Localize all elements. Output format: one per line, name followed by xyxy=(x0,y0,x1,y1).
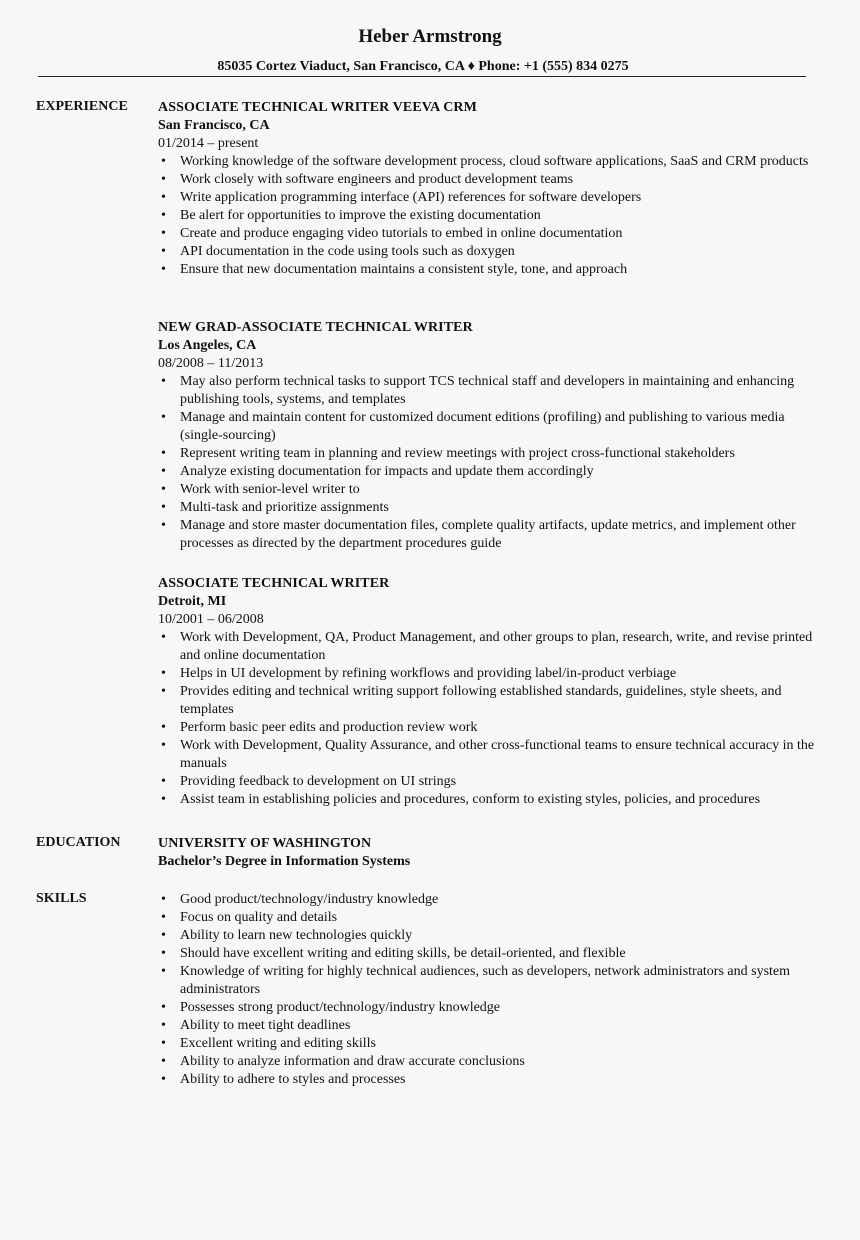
job-dates: 10/2001 – 06/2008 xyxy=(158,612,264,627)
list-item: • Excellent writing and editing skills xyxy=(158,1035,818,1053)
job-dates: 08/2008 – 11/2013 xyxy=(158,356,264,371)
list-item: • Ability to learn new technologies quickly xyxy=(158,927,818,945)
section-label-experience: EXPERIENCE xyxy=(36,99,128,114)
list-item: • Work with senior-level writer to xyxy=(158,481,818,499)
list-item: • Knowledge of writing for highly technical audiences, such as developers, network administrators and system administrators xyxy=(158,963,818,999)
list-item: • Ability to analyze information and draw accurate conclusions xyxy=(158,1053,818,1071)
list-item: • Good product/technology/industry knowledge xyxy=(158,891,818,909)
degree: Bachelor’s Degree in Information Systems xyxy=(158,854,411,869)
list-item: • May also perform technical tasks to support TCS technical staff and developers in maintaining and enhancing publishing tools, systems, and templates xyxy=(158,373,818,409)
job-location: Detroit, MI xyxy=(158,594,227,609)
list-item: • Helps in UI development by refining workflows and providing label/in-product verbiage xyxy=(158,665,818,683)
job-title: ASSOCIATE TECHNICAL WRITER xyxy=(158,576,390,591)
list-item: • Providing feedback to development on UI strings xyxy=(158,773,818,791)
section-label-skills: SKILLS xyxy=(36,891,87,906)
education-entry xyxy=(158,835,818,871)
list-item: • Focus on quality and details xyxy=(158,909,818,927)
job-title: NEW GRAD-ASSOCIATE TECHNICAL WRITER xyxy=(158,320,473,335)
job-location: San Francisco, CA xyxy=(158,118,270,133)
list-item: • Analyze existing documentation for impacts and update them accordingly xyxy=(158,463,818,481)
job-dates: 01/2014 – present xyxy=(158,136,259,151)
job-bullet-list xyxy=(158,629,818,809)
list-item: • Possesses strong product/technology/industry knowledge xyxy=(158,999,818,1017)
list-item: • Work with Development, QA, Product Management, and other groups to plan, research, write, and revise printed and online documentation xyxy=(158,629,818,665)
candidate-name: Heber Armstrong xyxy=(358,26,502,47)
job-entry xyxy=(158,99,818,279)
contact-line: 85035 Cortez Viaduct, San Francisco, CA ♦ Phone: +1 (555) 834 0275 xyxy=(217,59,629,74)
list-item: • Manage and store master documentation files, complete quality artifacts, update metrics, and implement other processes as directed by the department procedures guide xyxy=(158,517,818,553)
list-item: • Manage and maintain content for customized document editions (profiling) and publishing to various media (single-sourcing) xyxy=(158,409,818,445)
list-item: • Represent writing team in planning and review meetings with project cross-functional stakeholders xyxy=(158,445,818,463)
list-item: • Assist team in establishing policies and procedures, conform to existing styles, policies, and procedures xyxy=(158,791,818,809)
job-title: ASSOCIATE TECHNICAL WRITER VEEVA CRM xyxy=(158,100,477,115)
school-name: UNIVERSITY OF WASHINGTON xyxy=(158,836,372,851)
job-bullet-list xyxy=(158,373,818,553)
list-item: • Be alert for opportunities to improve the existing documentation xyxy=(158,207,818,225)
list-item: • Multi-task and prioritize assignments xyxy=(158,499,818,517)
list-item: • Working knowledge of the software development process, cloud software applications, SaaS and CRM products xyxy=(158,153,818,171)
skills-entry xyxy=(158,891,818,1089)
job-entry xyxy=(158,319,818,553)
list-item: • Ability to meet tight deadlines xyxy=(158,1017,818,1035)
list-item: • Ability to adhere to styles and processes xyxy=(158,1071,818,1089)
list-item: • Provides editing and technical writing support following established standards, guidelines, style sheets, and templates xyxy=(158,683,818,719)
skills-list xyxy=(158,891,818,1089)
list-item: • Should have excellent writing and editing skills, be detail-oriented, and flexible xyxy=(158,945,818,963)
section-label-education: EDUCATION xyxy=(36,835,121,850)
job-entry xyxy=(158,575,818,809)
list-item: • Ensure that new documentation maintains a consistent style, tone, and approach xyxy=(158,261,818,279)
list-item: • Work closely with software engineers and product development teams xyxy=(158,171,818,189)
header-divider xyxy=(38,76,806,77)
list-item: • API documentation in the code using tools such as doxygen xyxy=(158,243,818,261)
list-item: • Work with Development, Quality Assurance, and other cross-functional teams to ensure technical accuracy in the manuals xyxy=(158,737,818,773)
job-bullet-list xyxy=(158,153,818,279)
list-item: • Perform basic peer edits and production review work xyxy=(158,719,818,737)
list-item: • Create and produce engaging video tutorials to embed in online documentation xyxy=(158,225,818,243)
job-location: Los Angeles, CA xyxy=(158,338,257,353)
list-item: • Write application programming interface (API) references for software developers xyxy=(158,189,818,207)
